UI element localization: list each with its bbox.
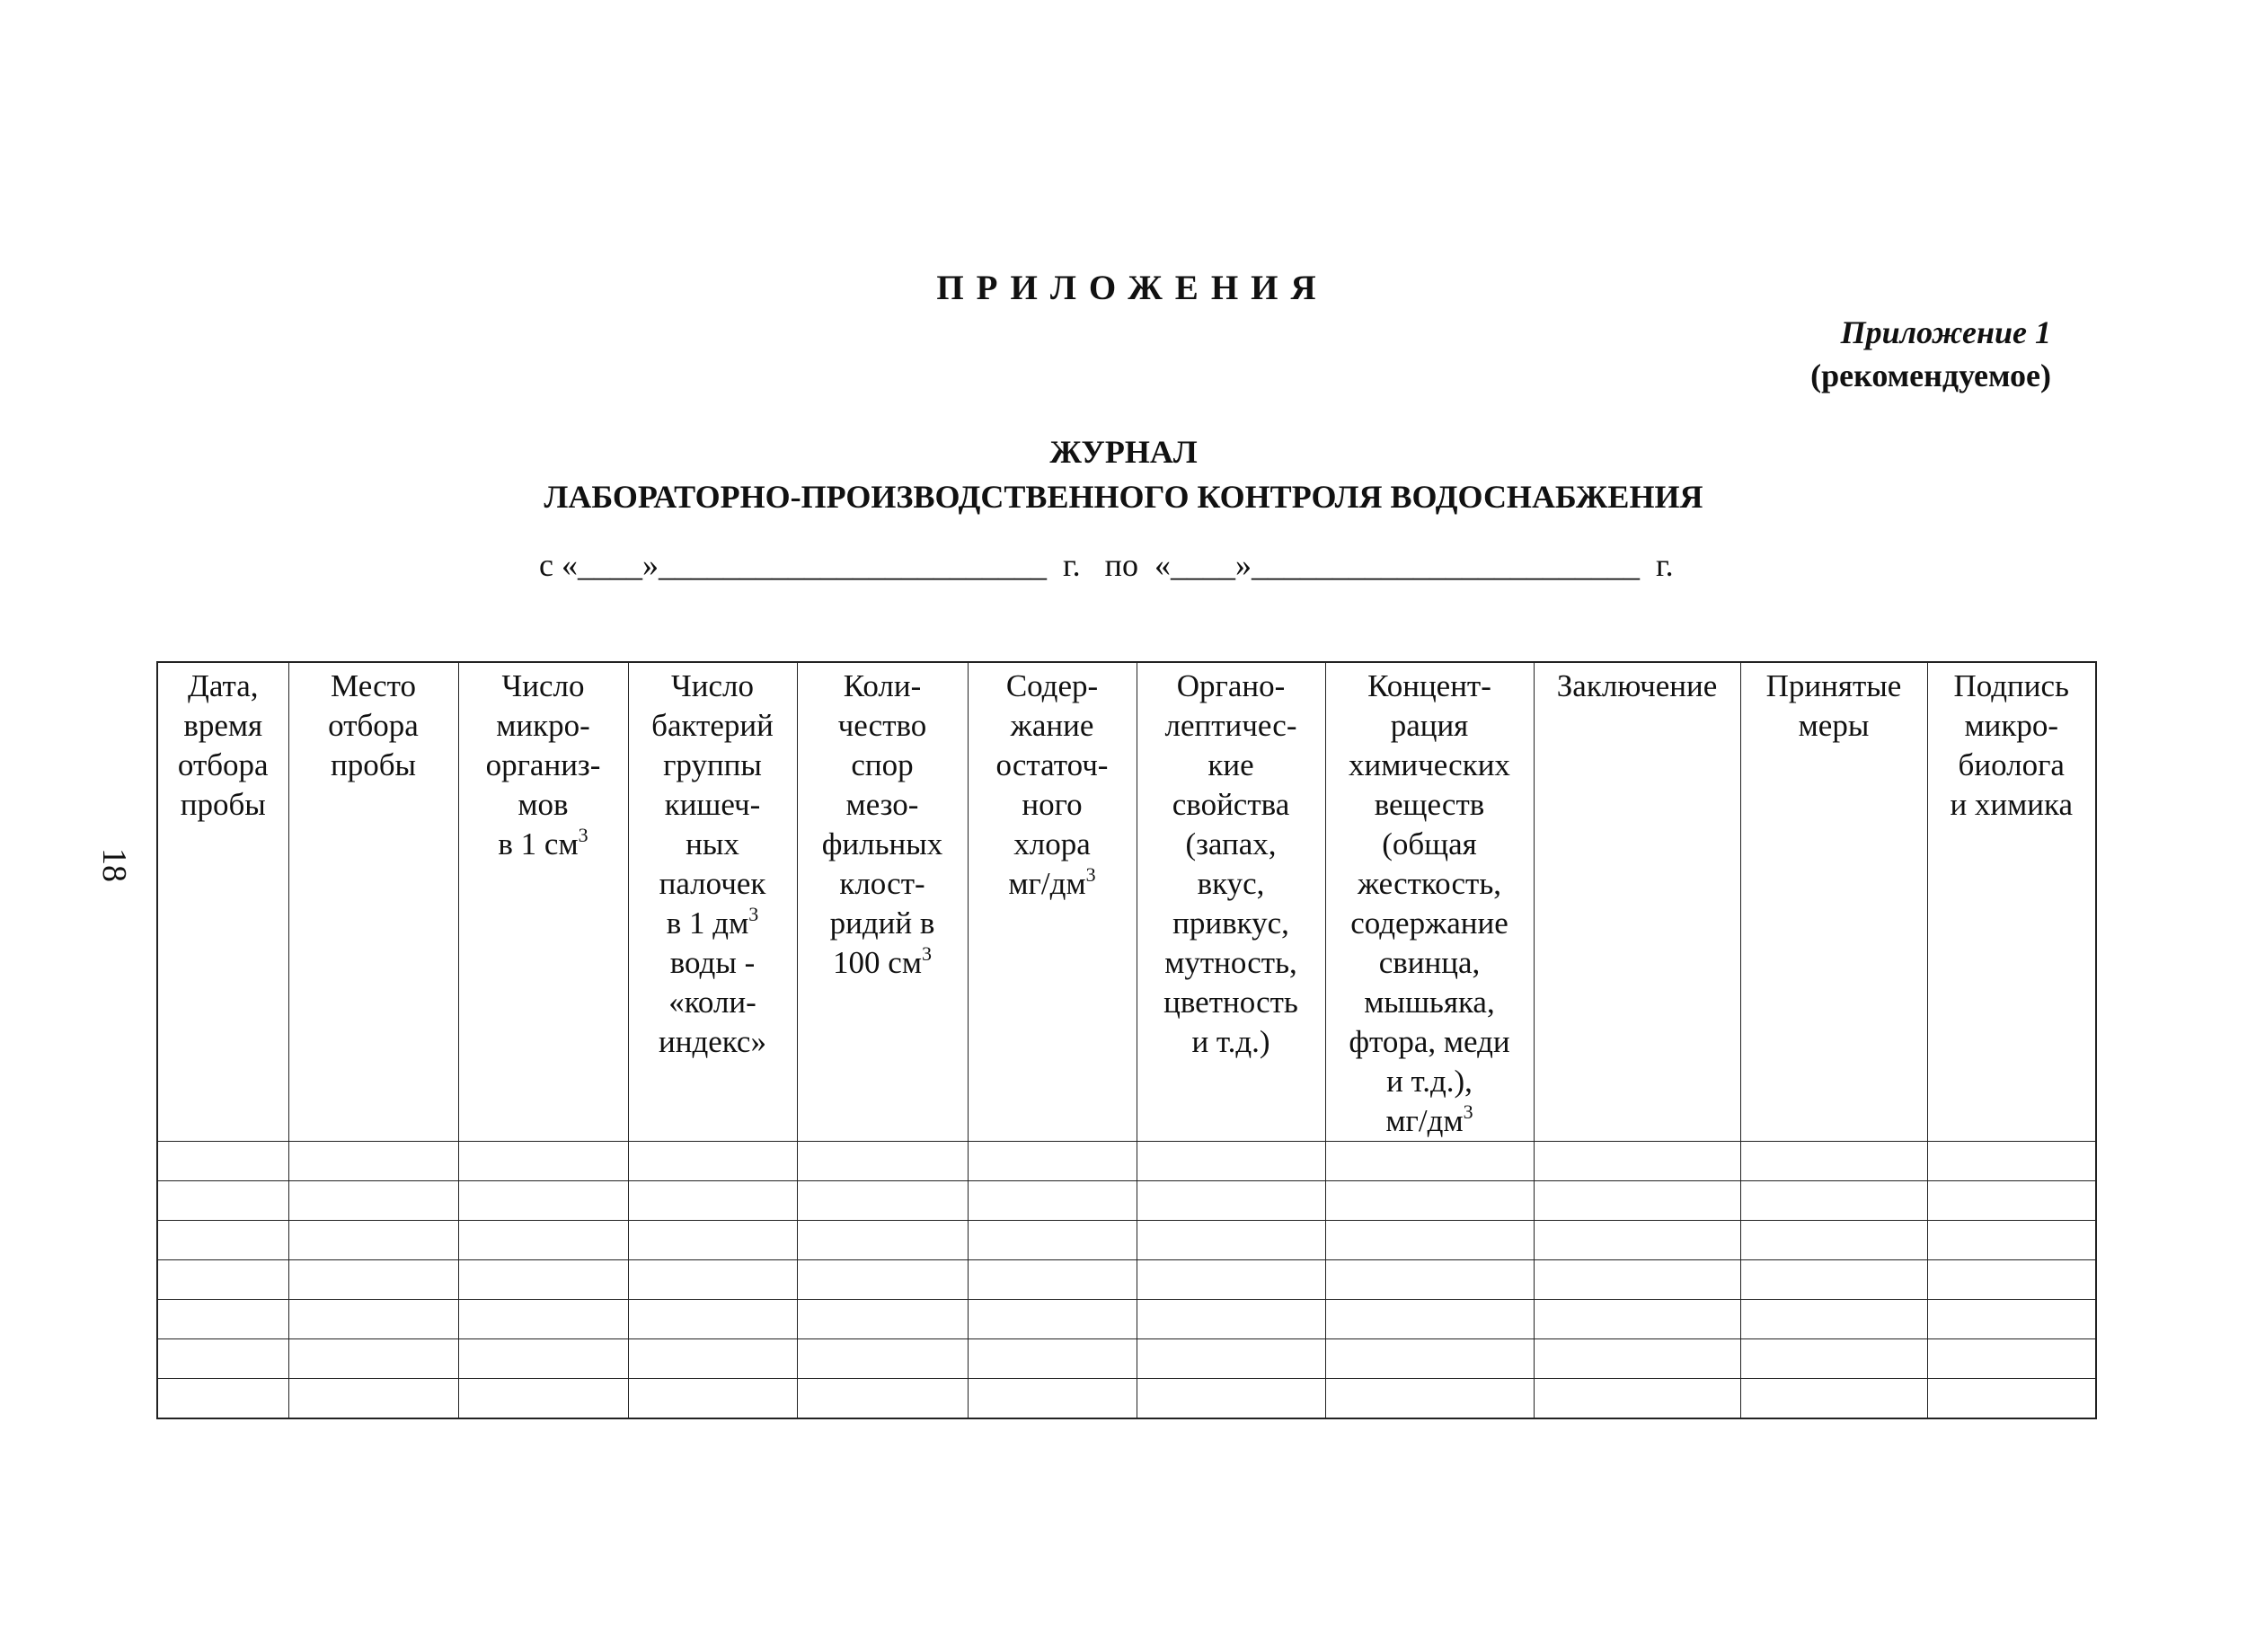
- column-header-line: организ-: [485, 747, 601, 782]
- table-cell: [1740, 1260, 1927, 1300]
- column-header: [1534, 662, 1740, 1142]
- table-cell: [1740, 1221, 1927, 1260]
- table-row: [157, 1221, 2096, 1260]
- journal-title-line-2: ЛАБОРАТОРНО-ПРОИЗВОДСТВЕННОГО КОНТРОЛЯ ВОДОСНАБЖЕНИЯ: [544, 479, 1703, 515]
- table-cell: [157, 1181, 288, 1221]
- unit-text: мг/дм: [1008, 866, 1086, 901]
- table-cell: [288, 1221, 458, 1260]
- table-cell: [1534, 1379, 1740, 1419]
- table-cell: [157, 1339, 288, 1379]
- column-header: [1137, 662, 1325, 1142]
- unit-text: в 1 см: [498, 826, 579, 861]
- section-title: ПРИЛОЖЕНИЯ: [936, 269, 1329, 307]
- table-cell: [797, 1300, 968, 1339]
- table-cell: [628, 1300, 797, 1339]
- column-header-line: Органо-: [1176, 668, 1286, 703]
- table-cell: [1534, 1221, 1740, 1260]
- column-header: [1740, 662, 1927, 1142]
- table-cell: [797, 1379, 968, 1419]
- table-cell: [1325, 1300, 1534, 1339]
- column-header-line: микро-: [1964, 708, 2059, 743]
- column-header: [1927, 662, 2096, 1142]
- unit-superscript: 3: [578, 824, 588, 846]
- table-cell: [1927, 1300, 2096, 1339]
- column-header-line: воды -: [669, 945, 756, 980]
- column-header-line: жесткость,: [1357, 866, 1502, 901]
- column-header-line: (общая: [1382, 826, 1477, 861]
- column-header-line: и т.д.),: [1386, 1064, 1473, 1099]
- unit-superscript: 3: [748, 903, 759, 925]
- column-header-line: группы: [663, 747, 762, 782]
- table-cell: [157, 1142, 288, 1181]
- table-cell: [458, 1260, 628, 1300]
- table-cell: [968, 1142, 1137, 1181]
- table-cell: [1137, 1142, 1325, 1181]
- table-cell: [1927, 1379, 2096, 1419]
- journal-title: [0, 429, 2247, 519]
- column-header-line: мов: [518, 787, 569, 822]
- column-header-line: спор: [851, 747, 914, 782]
- column-header-line: Число: [501, 668, 585, 703]
- column-header-line: цветность: [1163, 985, 1298, 1020]
- table-cell: [1534, 1260, 1740, 1300]
- column-header-line: жание: [1010, 708, 1094, 743]
- column-header-unit: [633, 904, 793, 943]
- table-header-row: [157, 662, 2096, 1142]
- table-cell: [968, 1221, 1137, 1260]
- table-cell: [1137, 1339, 1325, 1379]
- column-header: [968, 662, 1137, 1142]
- column-header-line: мезо-: [845, 787, 919, 822]
- column-header-line: ридий в: [829, 906, 935, 941]
- table-cell: [458, 1181, 628, 1221]
- table-cell: [1137, 1221, 1325, 1260]
- column-header-unit: [801, 943, 964, 983]
- table-cell: [797, 1339, 968, 1379]
- column-header-line: кишеч-: [664, 787, 761, 822]
- table-cell: [1137, 1181, 1325, 1221]
- table-cell: [628, 1181, 797, 1221]
- table-cell: [797, 1221, 968, 1260]
- column-header-line: индекс»: [659, 1024, 766, 1059]
- column-header-line: микро-: [496, 708, 590, 743]
- column-header-line: палочек: [659, 866, 766, 901]
- appendix-label: Приложение 1: [1840, 314, 2051, 350]
- table-cell: [797, 1142, 968, 1181]
- column-header-line: ного: [1022, 787, 1083, 822]
- column-header-line: Коли-: [843, 668, 922, 703]
- table-cell: [1325, 1142, 1534, 1181]
- column-header-line: фильных: [821, 826, 943, 861]
- column-header-line: отбора: [177, 747, 269, 782]
- unit-text: 100 см: [833, 945, 922, 980]
- journal-title-line-1: ЖУРНАЛ: [1049, 434, 1198, 470]
- table-cell: [1740, 1181, 1927, 1221]
- table-cell: [797, 1260, 968, 1300]
- column-header-line: время: [183, 708, 263, 743]
- column-header: [1325, 662, 1534, 1142]
- column-header-line: и химика: [1950, 787, 2074, 822]
- column-header-line: пробы: [180, 787, 266, 822]
- table-cell: [288, 1181, 458, 1221]
- table-cell: [1740, 1142, 1927, 1181]
- unit-superscript: 3: [921, 942, 932, 965]
- column-header-line: пробы: [330, 747, 417, 782]
- table-cell: [1137, 1260, 1325, 1300]
- column-header-line: Дата,: [187, 668, 259, 703]
- column-header-line: мутность,: [1164, 945, 1297, 980]
- appendix-status: (рекомендуемое): [1810, 358, 2051, 393]
- table-cell: [1325, 1339, 1534, 1379]
- table-cell: [968, 1300, 1137, 1339]
- appendix-block: [1810, 311, 2051, 397]
- column-header-line: привкус,: [1172, 906, 1289, 941]
- period-line: с «____»________________________ г. по «____»________________________ г.: [539, 547, 1674, 583]
- table-row: [157, 1300, 2096, 1339]
- column-header-line: Заключение: [1556, 668, 1718, 703]
- table-cell: [1325, 1379, 1534, 1419]
- column-header-line: свинца,: [1378, 945, 1481, 980]
- table-cell: [288, 1260, 458, 1300]
- table-cell: [1740, 1339, 1927, 1379]
- table-cell: [1740, 1379, 1927, 1419]
- table-cell: [968, 1181, 1137, 1221]
- column-header: [157, 662, 288, 1142]
- table-cell: [1137, 1379, 1325, 1419]
- table-cell: [797, 1181, 968, 1221]
- column-header-line: Содер-: [1005, 668, 1099, 703]
- table-cell: [1927, 1339, 2096, 1379]
- table-cell: [288, 1300, 458, 1339]
- column-header-line: веществ: [1374, 787, 1485, 822]
- column-header-line: «коли-: [668, 985, 756, 1020]
- column-header-line: хлора: [1013, 826, 1091, 861]
- column-header-line: биолога: [1958, 747, 2065, 782]
- column-header-line: (запах,: [1185, 826, 1277, 861]
- column-header-line: ных: [686, 826, 739, 861]
- table-cell: [1137, 1300, 1325, 1339]
- column-header-line: отбора: [328, 708, 419, 743]
- table-cell: [628, 1142, 797, 1181]
- column-header-unit: [1330, 1101, 1530, 1141]
- column-header-line: рация: [1390, 708, 1469, 743]
- table-cell: [628, 1339, 797, 1379]
- table-cell: [1534, 1142, 1740, 1181]
- unit-text: в 1 дм: [666, 906, 749, 941]
- table-cell: [288, 1339, 458, 1379]
- table-cell: [968, 1379, 1137, 1419]
- table-cell: [1927, 1221, 2096, 1260]
- table-cell: [628, 1260, 797, 1300]
- table-cell: [628, 1379, 797, 1419]
- table-cell: [1927, 1181, 2096, 1221]
- table-cell: [157, 1221, 288, 1260]
- table-row: [157, 1260, 2096, 1300]
- column-header-line: меры: [1798, 708, 1870, 743]
- column-header-line: вкус,: [1197, 866, 1265, 901]
- column-header-line: остаточ-: [995, 747, 1109, 782]
- table-cell: [458, 1142, 628, 1181]
- table-cell: [157, 1379, 288, 1419]
- table-cell: [1325, 1260, 1534, 1300]
- unit-superscript: 3: [1085, 863, 1096, 886]
- table-cell: [1325, 1221, 1534, 1260]
- table-cell: [1740, 1300, 1927, 1339]
- column-header-line: Место: [331, 668, 416, 703]
- column-header: [797, 662, 968, 1142]
- table-cell: [1927, 1142, 2096, 1181]
- table-cell: [288, 1379, 458, 1419]
- unit-superscript: 3: [1463, 1100, 1473, 1123]
- column-header: [458, 662, 628, 1142]
- table-cell: [458, 1379, 628, 1419]
- table-cell: [288, 1142, 458, 1181]
- table-cell: [458, 1221, 628, 1260]
- table-cell: [458, 1339, 628, 1379]
- column-header-line: бактерий: [651, 708, 774, 743]
- table-cell: [157, 1260, 288, 1300]
- column-header-line: Концент-: [1367, 668, 1491, 703]
- table-cell: [628, 1221, 797, 1260]
- table-row: [157, 1339, 2096, 1379]
- table-cell: [1534, 1339, 1740, 1379]
- table-row: [157, 1142, 2096, 1181]
- column-header: [288, 662, 458, 1142]
- column-header-line: свойства: [1172, 787, 1290, 822]
- column-header-line: содержание: [1350, 906, 1508, 941]
- column-header-line: мышьяка,: [1364, 985, 1495, 1020]
- column-header: [628, 662, 797, 1142]
- column-header-line: чество: [837, 708, 927, 743]
- column-header-line: лептичес-: [1164, 708, 1297, 743]
- column-header-line: Подпись: [1953, 668, 2070, 703]
- table-cell: [1325, 1181, 1534, 1221]
- table-cell: [968, 1339, 1137, 1379]
- column-header-line: Принятые: [1765, 668, 1902, 703]
- table-cell: [1927, 1260, 2096, 1300]
- column-header-line: кие: [1208, 747, 1254, 782]
- table-cell: [157, 1300, 288, 1339]
- column-header-line: химических: [1349, 747, 1510, 782]
- journal-table: [156, 661, 2097, 1419]
- table-cell: [968, 1260, 1137, 1300]
- column-header-line: Число: [671, 668, 754, 703]
- table-row: [157, 1379, 2096, 1419]
- table-row: [157, 1181, 2096, 1221]
- table-cell: [1534, 1181, 1740, 1221]
- table-cell: [1534, 1300, 1740, 1339]
- page-number: 18: [95, 848, 133, 882]
- table-body: [157, 1142, 2096, 1419]
- column-header-unit: [972, 864, 1133, 904]
- column-header-line: фтора, меди: [1349, 1024, 1510, 1059]
- unit-text: мг/дм: [1385, 1103, 1464, 1138]
- table-cell: [458, 1300, 628, 1339]
- column-header-line: клост-: [839, 866, 925, 901]
- column-header-unit: [463, 825, 624, 864]
- column-header-line: и т.д.): [1191, 1024, 1270, 1059]
